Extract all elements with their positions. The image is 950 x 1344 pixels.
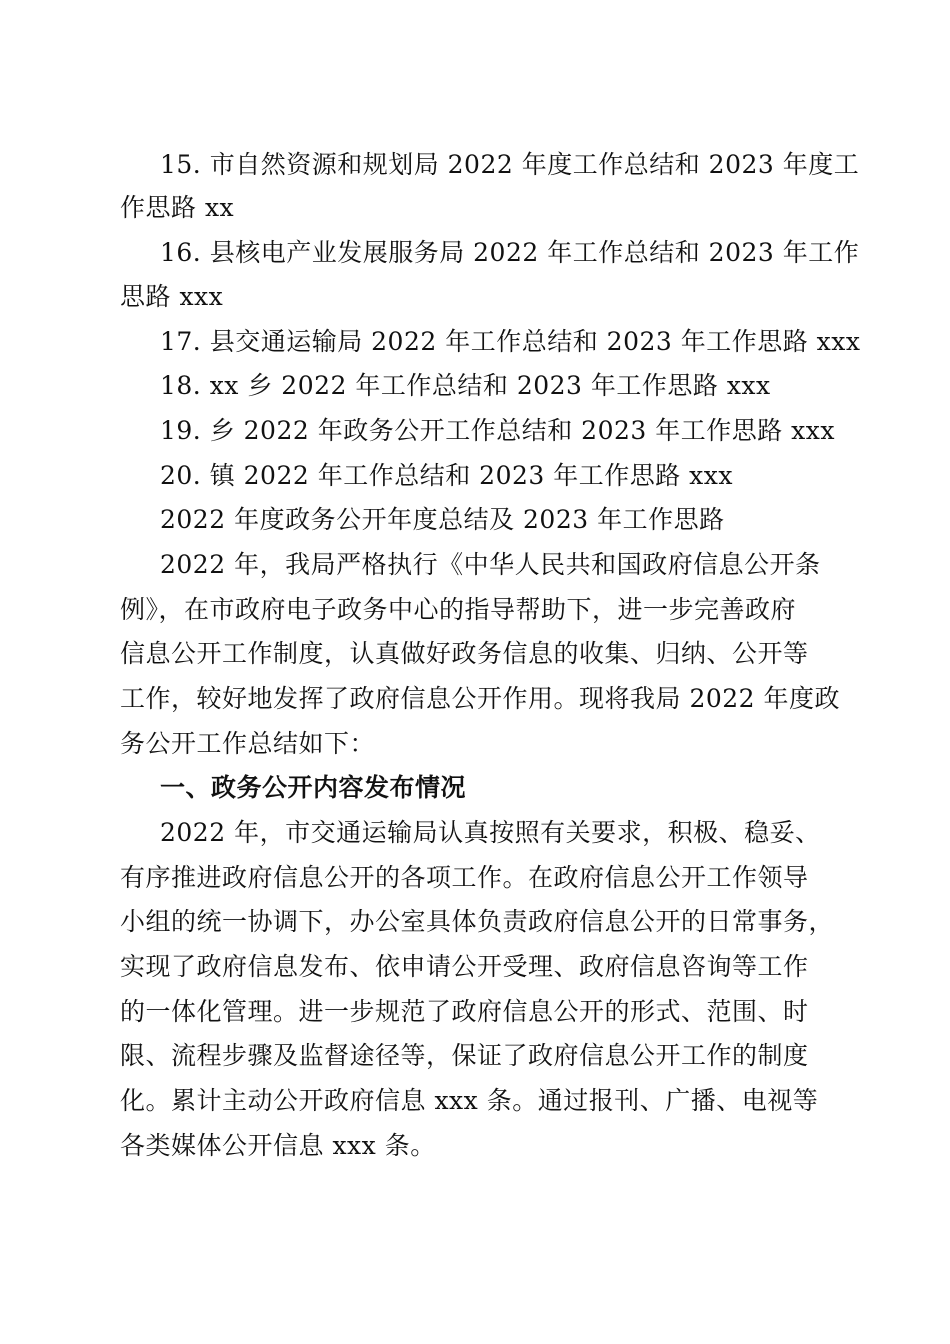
toc-item-16-line1: 16. 县核电产业发展服务局 2022 年工作总结和 2023 年工作 <box>160 238 860 267</box>
section-1-line-7: 化。累计主动公开政府信息 xxx 条。通过报刊、广播、电视等 <box>120 1086 819 1115</box>
section-1-line-4: 实现了政府信息发布、依申请公开受理、政府信息咨询等工作 <box>120 952 809 981</box>
toc-item-16-line2: 思路 xxx <box>120 282 224 311</box>
toc-item-15-line2: 作思路 xx <box>120 193 235 222</box>
section-1-line-2: 有序推进政府信息公开的各项工作。在政府信息公开工作领导 <box>120 863 809 892</box>
toc-item-17: 17. 县交通运输局 2022 年工作总结和 2023 年工作思路 xxx <box>160 327 861 356</box>
section-1-line-8: 各类媒体公开信息 xxx 条。 <box>120 1131 436 1160</box>
section-1-heading: 一、政务公开内容发布情况 <box>160 773 467 802</box>
section-1-line-1: 2022 年，市交通运输局认真按照有关要求，积极、稳妥、 <box>160 818 821 847</box>
section-1-line-6: 限、流程步骤及监督途径等，保证了政府信息公开工作的制度 <box>120 1041 809 1070</box>
toc-item-18: 18. xx 乡 2022 年工作总结和 2023 年工作思路 xxx <box>160 371 771 400</box>
toc-item-15-line1: 15. 市自然资源和规划局 2022 年度工作总结和 2023 年度工 <box>160 150 860 179</box>
section-1-line-3: 小组的统一协调下，办公室具体负责政府信息公开的日常事务， <box>120 907 835 936</box>
toc-item-19: 19. 乡 2022 年政务公开工作总结和 2023 年工作思路 xxx <box>160 416 835 445</box>
intro-line-1: 2022 年，我局严格执行《中华人民共和国政府信息公开条 <box>160 550 821 579</box>
toc-item-20: 20. 镇 2022 年工作总结和 2023 年工作思路 xxx <box>160 461 733 490</box>
intro-line-5: 务公开工作总结如下： <box>120 729 376 758</box>
intro-line-3: 信息公开工作制度，认真做好政务信息的收集、归纳、公开等 <box>120 639 809 668</box>
section-1-line-5: 的一体化管理。进一步规范了政府信息公开的形式、范围、时 <box>120 997 809 1026</box>
intro-line-2: 例》，在市政府电子政务中心的指导帮助下，进一步完善政府 <box>120 595 797 624</box>
intro-line-4: 工作，较好地发挥了政府信息公开作用。现将我局 2022 年度政 <box>120 684 841 713</box>
document-title: 2022 年度政务公开年度总结及 2023 年工作思路 <box>160 505 725 534</box>
